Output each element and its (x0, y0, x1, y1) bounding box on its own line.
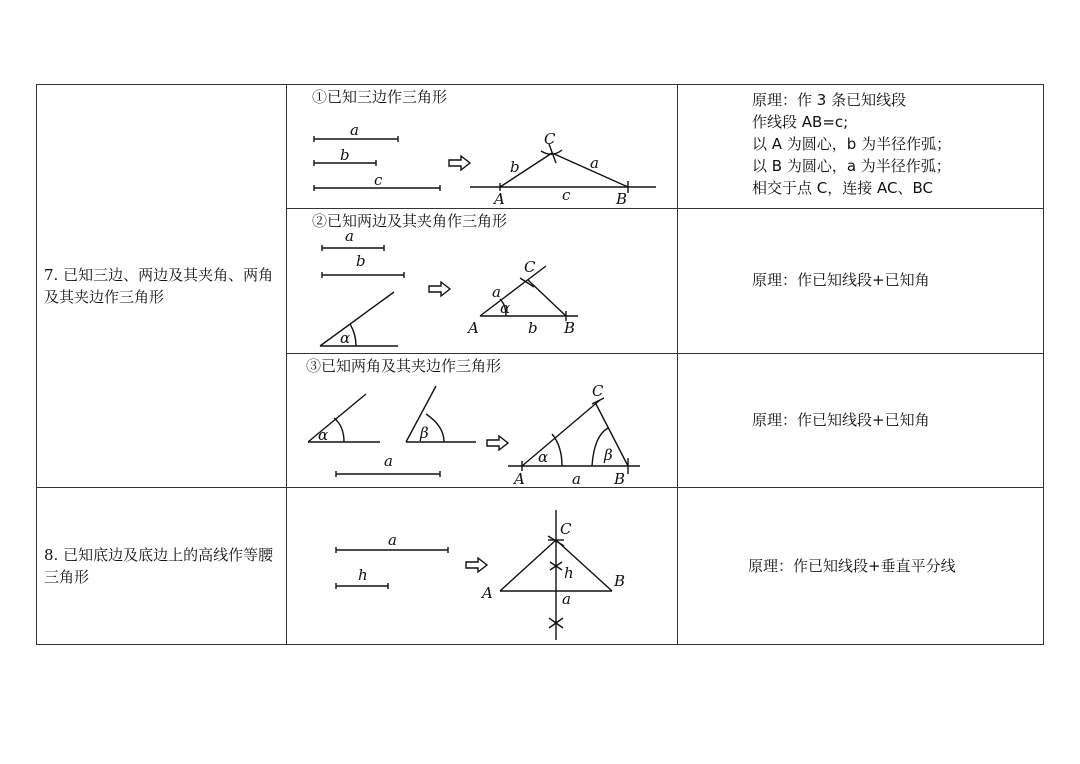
side-ac (500, 153, 552, 187)
item-2-principle: 原理：作已知线段+已知角 (752, 271, 930, 289)
angle-alpha-ray (308, 394, 366, 442)
vertex-a: A (468, 319, 479, 337)
given-label-c: c (374, 171, 383, 189)
side-bc (528, 280, 566, 316)
figure-two-sides-angle (320, 227, 578, 347)
item-1-title: ①已知三边作三角形 (312, 88, 448, 106)
given-label-alpha: α (318, 426, 329, 444)
item-3-principle: 原理：作已知线段+已知角 (752, 411, 930, 429)
hollow-right-arrow-icon (466, 558, 487, 572)
vertex-c: C (524, 258, 536, 276)
side-label-c: c (562, 186, 571, 204)
angle-arc (426, 414, 444, 442)
vertex-c: C (592, 382, 604, 400)
principle-line: 以 A 为圆心，b 为半径作弧； (752, 135, 952, 153)
vertex-a: A (482, 584, 493, 602)
given-label-h: h (358, 566, 368, 584)
item-2-title: ②已知两边及其夹角作三角形 (312, 212, 508, 230)
figure-three-sides (314, 121, 656, 208)
side-label-a: a (562, 590, 571, 608)
principle-line: 相交于点 C，连接 AC、BC (752, 179, 933, 197)
given-label-beta: β (420, 424, 429, 442)
side-label-beta: β (604, 446, 613, 464)
given-label-a: a (388, 531, 397, 549)
principle-line: 作线段 AB=c; (752, 113, 849, 131)
item-3-title: ③已知两角及其夹边作三角形 (306, 357, 502, 375)
vertex-b: B (616, 190, 628, 208)
given-label-alpha: α (340, 329, 351, 347)
given-label-b: b (356, 252, 366, 270)
vertex-b: B (614, 470, 626, 488)
vertex-c: C (544, 130, 556, 148)
side-label-a: a (572, 470, 581, 488)
vertex-b: B (614, 572, 626, 590)
side-label-a: a (492, 283, 501, 301)
vertex-a: A (494, 190, 505, 208)
side-ac (500, 540, 556, 591)
vertex-c: C (560, 520, 572, 538)
given-label-b: b (340, 146, 350, 164)
side-label-b: b (510, 158, 520, 176)
figure-two-angles-side (308, 382, 640, 488)
vertex-a: A (514, 470, 525, 488)
hollow-right-arrow-icon (429, 282, 450, 296)
side-label-alpha: α (538, 448, 549, 466)
figure-isosceles (336, 510, 625, 640)
hollow-right-arrow-icon (449, 156, 470, 170)
given-label-a: a (345, 227, 354, 245)
side-label-h: h (564, 564, 574, 582)
hollow-right-arrow-icon (487, 436, 508, 450)
principle-line: 原理：作 3 条已知线段 (752, 91, 907, 109)
principle-line: 以 B 为圆心，a 为半径作弧； (752, 157, 951, 175)
item-4-principle: 原理：作已知线段+垂直平分线 (748, 557, 956, 575)
side-label-a: a (590, 154, 599, 172)
side-label-b: b (528, 319, 538, 337)
angle-arc (350, 324, 356, 346)
given-label-a: a (350, 121, 359, 139)
angle-ray (320, 292, 394, 346)
row-7-label: 7. 已知三边、两边及其夹角、两角及其夹边作三角形 (44, 266, 274, 306)
vertex-b: B (564, 319, 576, 337)
angle-arc (334, 418, 344, 442)
side-ac (480, 266, 546, 316)
row-8-label: 8. 已知底边及底边上的高线作等腰三角形 (44, 546, 274, 586)
side-label-alpha: α (500, 299, 511, 317)
given-label-a: a (384, 452, 393, 470)
